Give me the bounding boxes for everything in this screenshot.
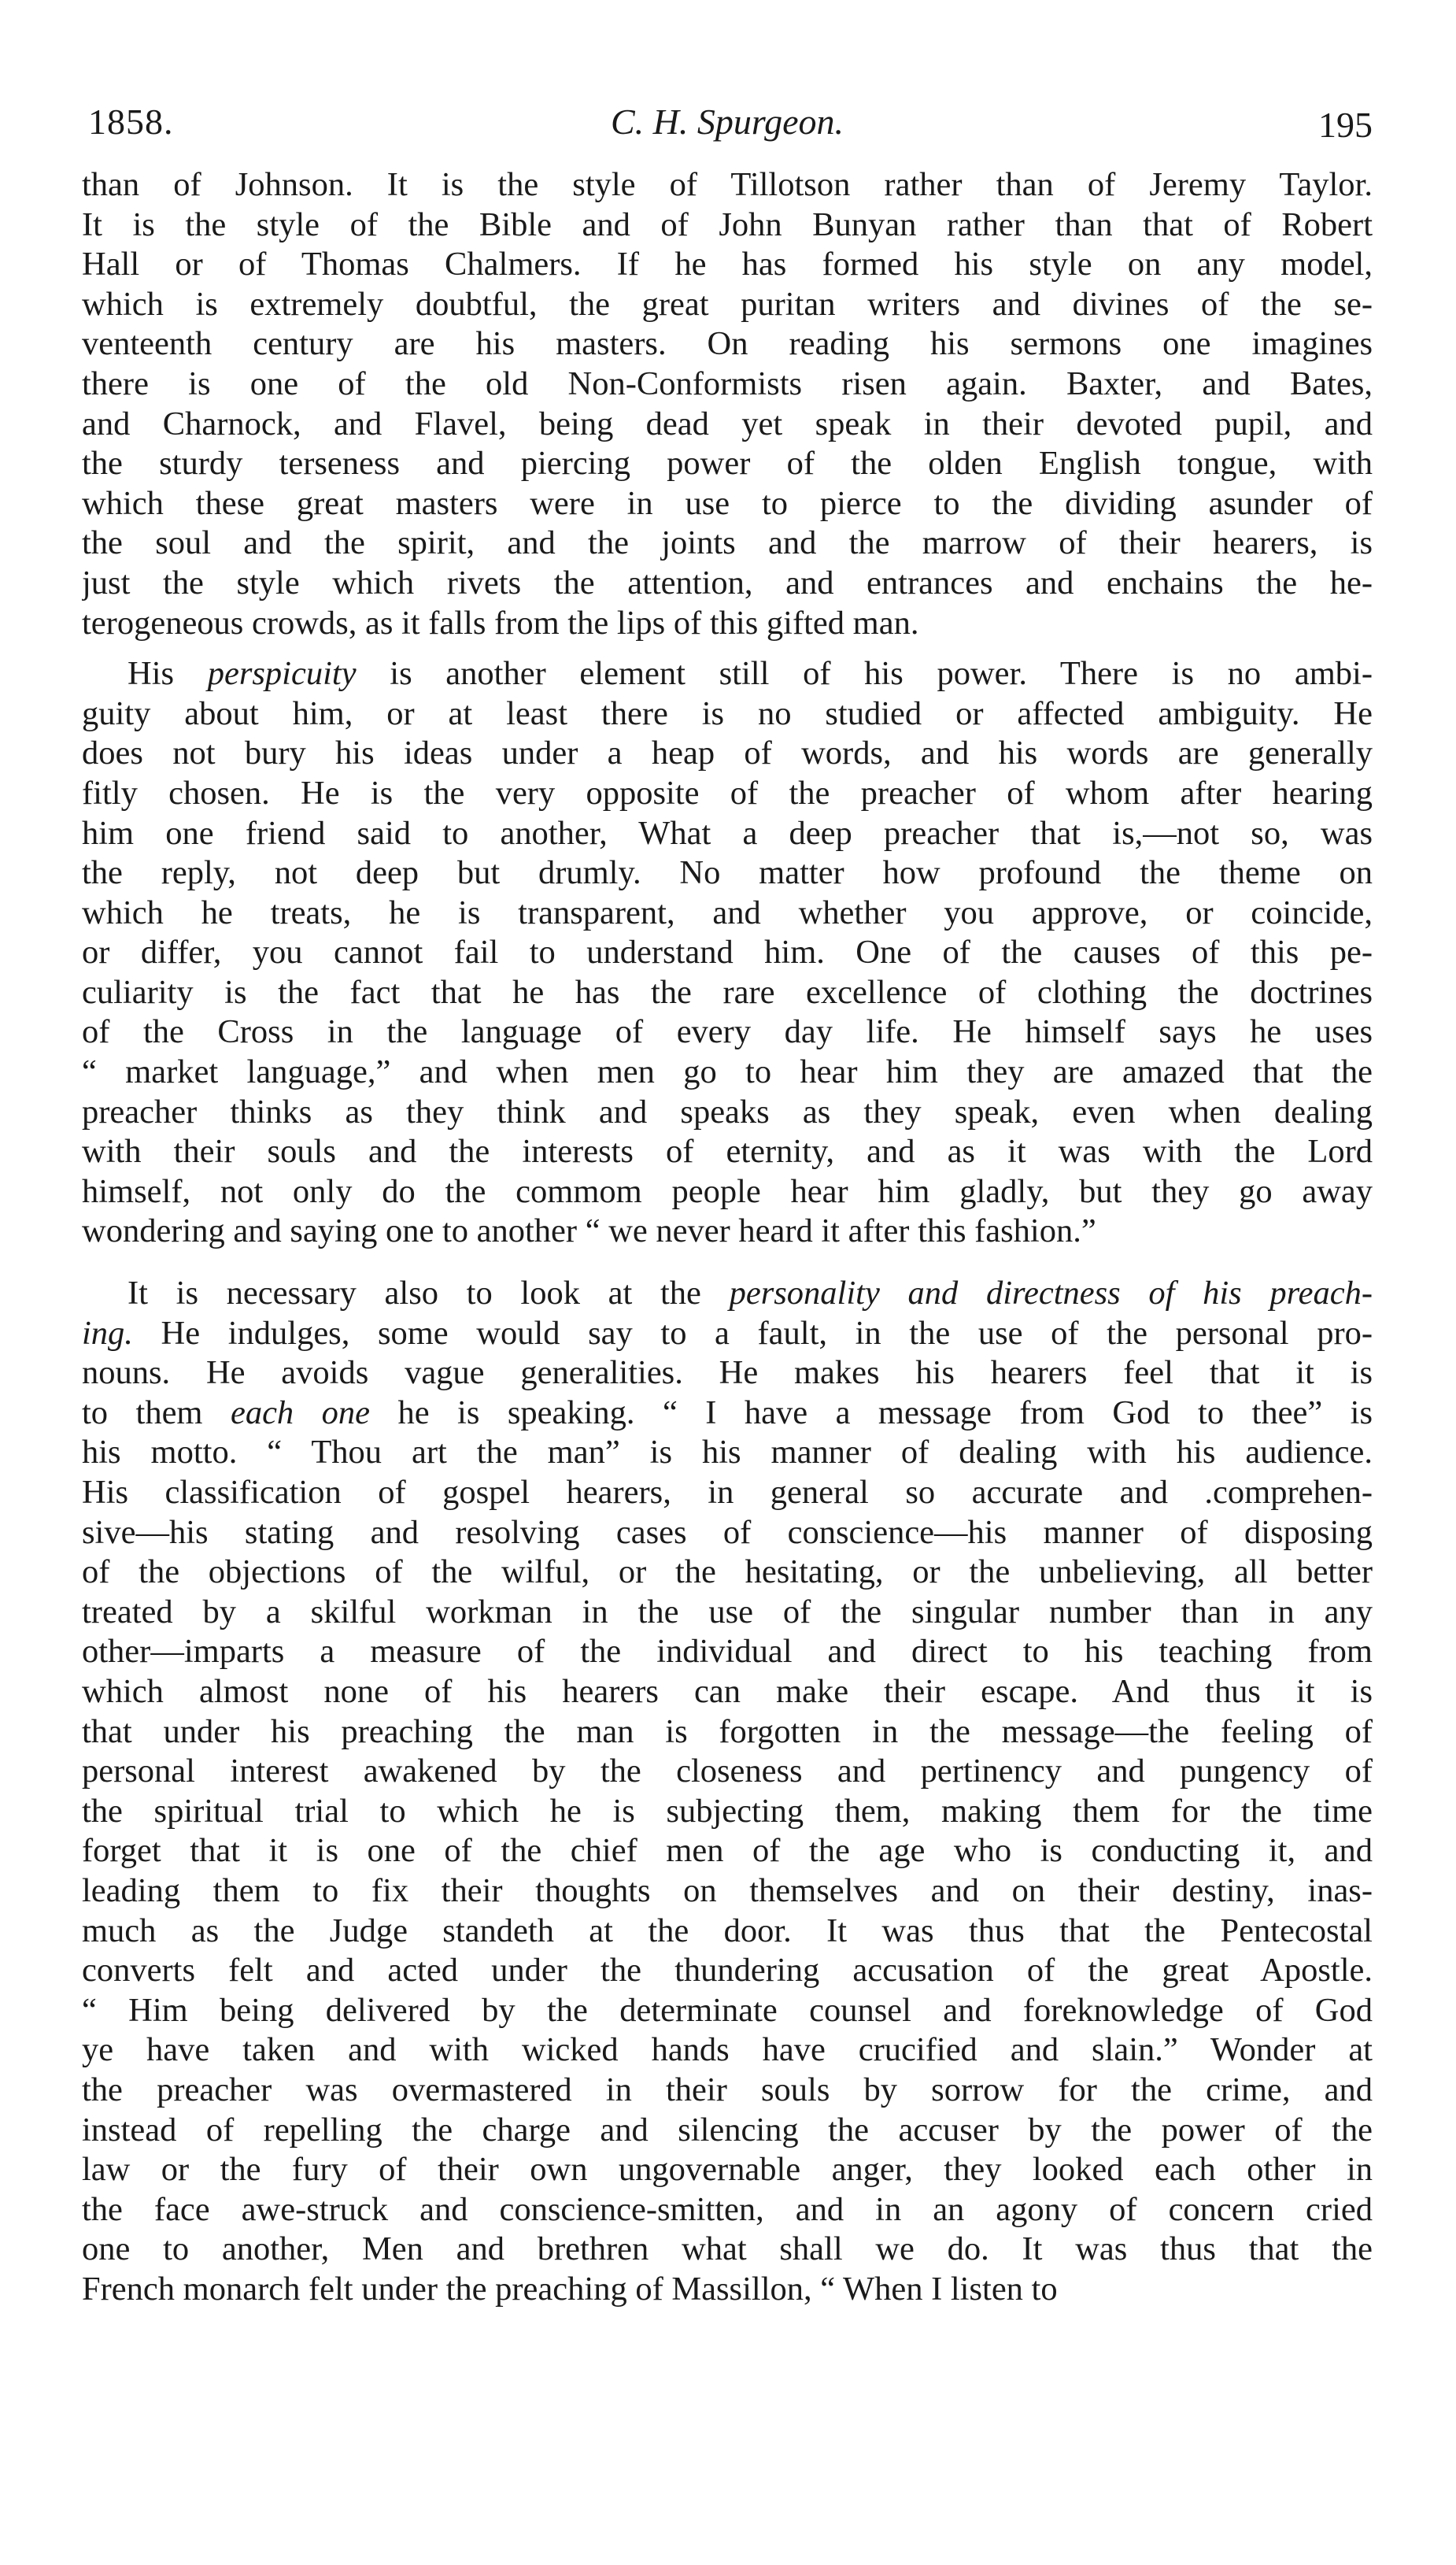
text-line: the face awe-struck and conscience-smitten, and in an agony of concern cried bbox=[82, 2190, 1373, 2228]
running-title: C. H. Spurgeon. bbox=[610, 102, 844, 142]
text-line: forget that it is one of the chief men of the age who is conducting it, and bbox=[82, 1832, 1373, 1870]
text-line: there is one of the old Non-Conformists risen again. Baxter, and Bates, bbox=[82, 365, 1373, 402]
text-line: of the Cross in the language of every day life. He himself says he uses bbox=[82, 1013, 1373, 1051]
text-line: that under his preaching the man is forgotten in the message—the feeling of bbox=[82, 1712, 1373, 1750]
text-line: ing. He indulges, some would say to a fault, in the use of the personal pro- bbox=[82, 1314, 1373, 1352]
text-line: his motto. “ Thou art the man” is his manner of dealing with his audience. bbox=[82, 1434, 1373, 1471]
text-line: Hall or of Thomas Chalmers. If he has formed his style on any model, bbox=[82, 246, 1373, 283]
book-page bbox=[82, 87, 1373, 2309]
text-line: or differ, you cannot fail to understand him. One of the causes of this pe- bbox=[82, 934, 1373, 972]
text-line: which he treats, he is transparent, and whether you approve, or coincide, bbox=[82, 894, 1373, 931]
text-line: preacher thinks as they think and speaks as they speak, even when dealing bbox=[82, 1093, 1373, 1131]
paragraph-perspicuity bbox=[82, 654, 1373, 1252]
body-text bbox=[82, 165, 1373, 2309]
text-line: treated by a skilful workman in the use of the singular number than in any bbox=[82, 1593, 1373, 1630]
text-line: himself, not only do the commom people hear him gladly, but they go away bbox=[82, 1172, 1373, 1210]
text-line: with their souls and the interests of eternity, and as it was with the Lord bbox=[82, 1133, 1373, 1171]
text-line: His perspicuity is another element still of his power. There is no ambi- bbox=[127, 655, 1373, 693]
header-year: 1858. bbox=[88, 102, 174, 142]
text-line: ye have taken and with wicked hands have crucified and slain.” Wonder at bbox=[82, 2031, 1373, 2069]
text-line: personal interest awakened by the closeness and pertinency and pungency of bbox=[82, 1753, 1373, 1790]
text-line: and Charnock, and Flavel, being dead yet speak in their devoted pupil, and bbox=[82, 405, 1373, 442]
text-line: converts felt and acted under the thundering accusation of the great Apostle. bbox=[82, 1952, 1373, 1989]
text-line: which almost none of his hearers can make their escape. And thus it is bbox=[82, 1672, 1373, 1710]
text-line: him one friend said to another, What a deep preacher that is,—not so, was bbox=[82, 814, 1373, 852]
text-line: It is necessary also to look at the personality and directness of his preach- bbox=[127, 1275, 1373, 1312]
text-line: “ market language,” and when men go to hear him they are amazed that the bbox=[82, 1053, 1373, 1091]
text-line: the sturdy terseness and piercing power of the olden English tongue, with bbox=[82, 445, 1373, 483]
text-line: instead of repelling the charge and silencing the accuser by the power of the bbox=[82, 2111, 1373, 2149]
text-line: venteenth century are his masters. On reading his sermons one imagines bbox=[82, 325, 1373, 363]
text-line: leading them to fix their thoughts on themselves and on their destiny, inas- bbox=[82, 1871, 1373, 1909]
page-number: 195 bbox=[1318, 105, 1373, 145]
text-line: the spiritual trial to which he is subjecting them, making them for the time bbox=[82, 1792, 1373, 1830]
text-line: terogeneous crowds, as it falls from the lips of this gifted man. bbox=[82, 604, 919, 642]
text-line: fitly chosen. He is the very opposite of the preacher of whom after hearing bbox=[82, 774, 1373, 812]
text-line: of the objections of the wilful, or the hesitating, or the unbelieving, all better bbox=[82, 1553, 1373, 1591]
text-line: law or the fury of their own ungovernable anger, they looked each other in bbox=[82, 2151, 1373, 2189]
text-line: other—imparts a measure of the individual and direct to his teaching from bbox=[82, 1633, 1373, 1671]
paragraph-style bbox=[82, 165, 1373, 643]
text-line: than of Johnson. It is the style of Tillotson rather than of Jeremy Taylor. bbox=[82, 166, 1373, 203]
text-line: nouns. He avoids vague generalities. He makes his hearers feel that it is bbox=[82, 1354, 1373, 1392]
text-line: the soul and the spirit, and the joints and the marrow of their hearers, is bbox=[82, 524, 1373, 562]
text-line: wondering and saying one to another “ we never heard it after this fashion.” bbox=[82, 1212, 1096, 1250]
text-line: which these great masters were in use to pierce to the dividing asunder of bbox=[82, 484, 1373, 522]
text-line: culiarity is the fact that he has the rare excellence of clothing the doctrines bbox=[82, 973, 1373, 1011]
text-line: “ Him being delivered by the determinate counsel and foreknowledge of God bbox=[82, 1991, 1373, 2029]
text-line: does not bury his ideas under a heap of words, and his words are generally bbox=[82, 735, 1373, 772]
text-line: His classification of gospel hearers, in general so accurate and .comprehen- bbox=[82, 1474, 1373, 1511]
text-line: just the style which rivets the attention, and entrances and enchains the he- bbox=[82, 564, 1373, 601]
text-line: It is the style of the Bible and of John Bunyan rather than that of Robert bbox=[82, 205, 1373, 243]
text-line: much as the Judge standeth at the door. It was thus that the Pentecostal bbox=[82, 1912, 1373, 1949]
text-line: French monarch felt under the preaching of Massillon, “ When I listen to bbox=[82, 2270, 1058, 2308]
paragraph-personality bbox=[82, 1274, 1373, 2309]
text-line: guity about him, or at least there is no studied or affected ambiguity. He bbox=[82, 694, 1373, 732]
page-header bbox=[82, 87, 1373, 157]
text-line: which is extremely doubtful, the great puritan writers and divines of the se- bbox=[82, 285, 1373, 323]
text-line: one to another, Men and brethren what shall we do. It was thus that the bbox=[82, 2230, 1373, 2268]
text-line: sive—his stating and resolving cases of conscience—his manner of disposing bbox=[82, 1513, 1373, 1551]
text-line: the reply, not deep but drumly. No matter how profound the theme on bbox=[82, 854, 1373, 892]
text-line: the preacher was overmastered in their souls by sorrow for the crime, and bbox=[82, 2071, 1373, 2108]
text-line: to them each one he is speaking. “ I have a message from God to thee” is bbox=[82, 1394, 1373, 1431]
